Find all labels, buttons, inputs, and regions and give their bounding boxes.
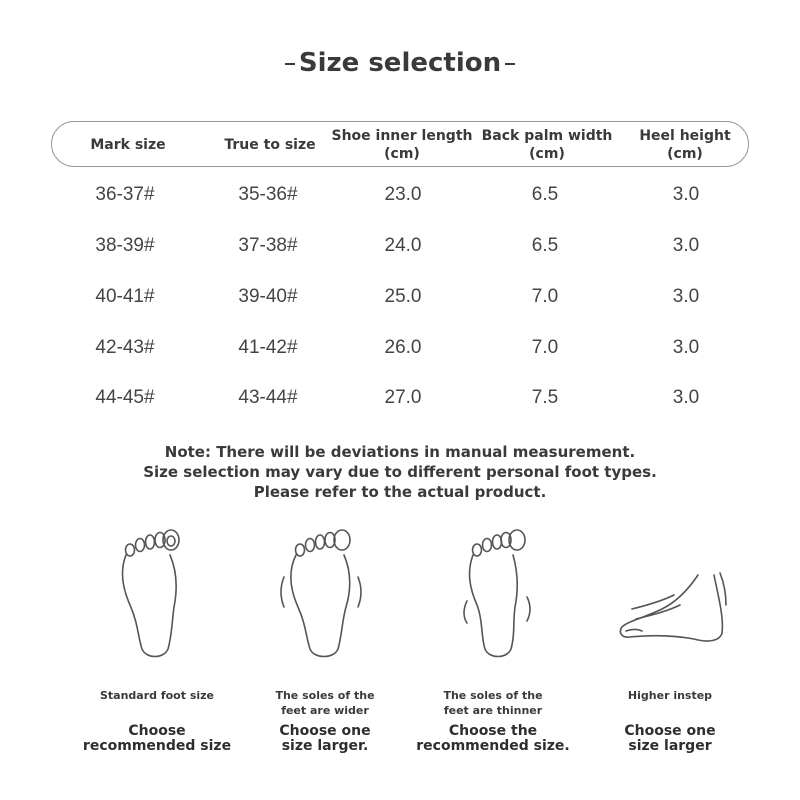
header-back-palm-width: Back palm width (cm) <box>481 128 613 162</box>
table-row <box>0 333 800 363</box>
header-shoe-inner-length: Shoe inner length (cm) <box>331 128 473 162</box>
cell-inner-length: 25.0 <box>384 286 422 307</box>
foot-recommendation-standard: Choose recommended size <box>82 723 232 754</box>
cell-true-to-size: 43-44# <box>238 387 298 408</box>
foot-caption-high-instep: Higher instep <box>627 689 713 702</box>
cell-palm-width: 7.0 <box>531 286 559 307</box>
cell-true-to-size: 35-36# <box>238 184 298 205</box>
cell-heel-height: 3.0 <box>672 337 700 358</box>
cell-mark-size: 40-41# <box>95 286 155 307</box>
cell-palm-width: 7.5 <box>531 387 559 408</box>
wide-foot-icon <box>272 525 382 665</box>
note-line-1: Note: There will be deviations in manual measurement. <box>164 443 636 461</box>
table-header <box>51 121 749 167</box>
cell-inner-length: 26.0 <box>384 337 422 358</box>
cell-true-to-size: 41-42# <box>238 337 298 358</box>
cell-palm-width: 7.0 <box>531 337 559 358</box>
cell-mark-size: 36-37# <box>95 184 155 205</box>
thin-foot-icon <box>449 525 549 665</box>
header-mark-size: Mark size <box>90 137 166 153</box>
note-line-2: Size selection may vary due to different personal foot types. <box>143 463 657 481</box>
foot-type-thinner <box>409 525 589 665</box>
high-instep-foot-icon <box>602 525 742 665</box>
cell-inner-length: 24.0 <box>384 235 422 256</box>
measurement-note <box>0 442 800 502</box>
table-row <box>0 231 800 261</box>
header-true-to-size: True to size <box>224 137 316 153</box>
page-title <box>0 48 800 78</box>
cell-mark-size: 42-43# <box>95 337 155 358</box>
table-row <box>0 383 800 413</box>
foot-recommendation-wide: Choose one size larger. <box>279 723 371 754</box>
title-text: Size selection <box>298 48 502 78</box>
foot-type-wide <box>237 525 417 665</box>
cell-mark-size: 38-39# <box>95 235 155 256</box>
foot-recommendation-thinner: Choose the recommended size. <box>416 723 570 754</box>
cell-inner-length: 23.0 <box>384 184 422 205</box>
cell-inner-length: 27.0 <box>384 387 422 408</box>
title-dash-left <box>285 63 295 65</box>
standard-foot-icon <box>112 525 202 665</box>
cell-mark-size: 44-45# <box>95 387 155 408</box>
cell-heel-height: 3.0 <box>672 184 700 205</box>
cell-true-to-size: 37-38# <box>238 235 298 256</box>
cell-palm-width: 6.5 <box>531 235 559 256</box>
cell-heel-height: 3.0 <box>672 387 700 408</box>
foot-type-standard <box>67 525 247 665</box>
note-line-3: Please refer to the actual product. <box>253 483 547 501</box>
cell-palm-width: 6.5 <box>531 184 559 205</box>
foot-caption-thinner: The soles of the feet are thinner <box>443 689 543 717</box>
table-row <box>0 282 800 312</box>
table-row <box>0 180 800 210</box>
cell-heel-height: 3.0 <box>672 235 700 256</box>
header-heel-height: Heel height (cm) <box>639 128 731 162</box>
foot-caption-wide: The soles of the feet are wider <box>275 689 375 717</box>
foot-recommendation-high-instep: Choose one size larger <box>624 723 716 754</box>
foot-caption-standard: Standard foot size <box>99 689 215 702</box>
cell-heel-height: 3.0 <box>672 286 700 307</box>
title-dash-right <box>505 63 515 65</box>
foot-type-high-instep <box>582 525 762 665</box>
cell-true-to-size: 39-40# <box>238 286 298 307</box>
